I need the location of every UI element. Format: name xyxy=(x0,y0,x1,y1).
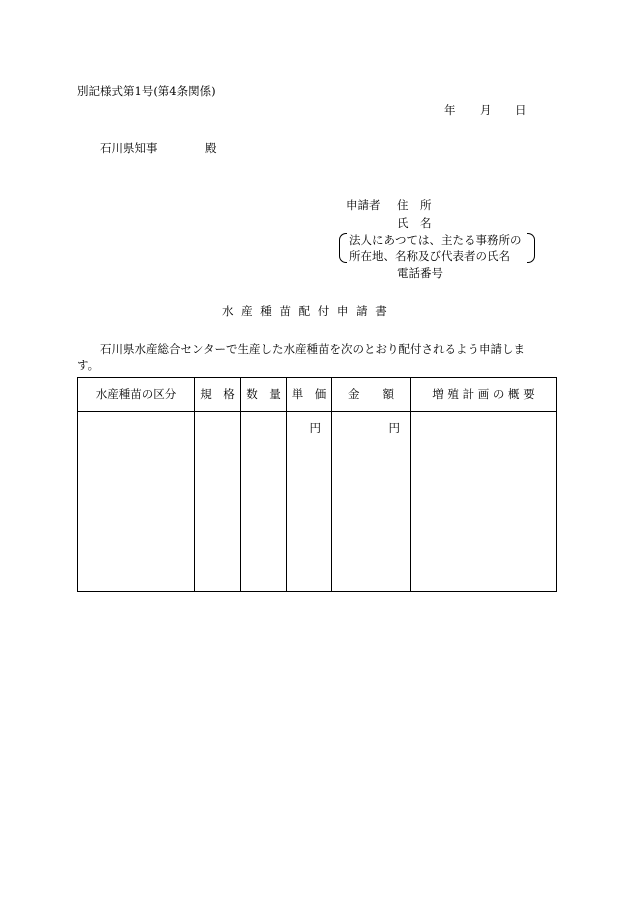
table-row xyxy=(78,412,557,592)
header-seedling-category: 水産種苗の区分 xyxy=(78,378,195,412)
seedling-table xyxy=(77,377,557,592)
header-unit-price: 単 価 xyxy=(287,378,332,412)
applicant-address-label: 住 所 xyxy=(397,198,432,212)
applicant-label: 申請者 xyxy=(346,198,381,212)
cell-amount xyxy=(332,412,411,592)
addressee-honorific: 殿 xyxy=(205,141,217,155)
addressee-name: 石川県知事 xyxy=(100,141,158,155)
header-propagation-plan: 増 殖 計 画 の 概 要 xyxy=(411,378,557,412)
applicant-note-line2: 所在地、名称及び代表者の氏名 xyxy=(349,249,510,263)
unit-price-yen: 円 xyxy=(309,421,321,435)
cell-seedling-category xyxy=(78,412,195,592)
applicant-note-line1: 法人にあつては、主たる事務所の xyxy=(349,233,522,247)
date-year: 年 xyxy=(444,103,456,117)
body-text-line2: す。 xyxy=(77,358,100,372)
form-number-label: 別記様式第1号(第4条関係) xyxy=(77,84,216,98)
cell-unit-price xyxy=(287,412,332,592)
amount-yen: 円 xyxy=(388,421,400,435)
note-bracket-left xyxy=(339,233,347,263)
applicant-phone-label: 電話番号 xyxy=(397,266,443,280)
header-quantity: 数 量 xyxy=(241,378,287,412)
applicant-name-label: 氏 名 xyxy=(397,216,432,230)
cell-quantity xyxy=(241,412,287,592)
note-bracket-right xyxy=(527,233,535,263)
table-header-row xyxy=(78,378,557,412)
body-text-line1: 石川県水産総合センターで生産した水産種苗を次のとおり配付されるよう申請しま xyxy=(100,342,526,356)
header-specification: 規 格 xyxy=(195,378,241,412)
date-day: 日 xyxy=(515,103,527,117)
date-month: 月 xyxy=(480,103,492,117)
cell-propagation-plan xyxy=(411,412,557,592)
document-title: 水 産 種 苗 配 付 申 請 書 xyxy=(222,304,389,318)
header-amount: 金 額 xyxy=(332,378,411,412)
cell-specification xyxy=(195,412,241,592)
